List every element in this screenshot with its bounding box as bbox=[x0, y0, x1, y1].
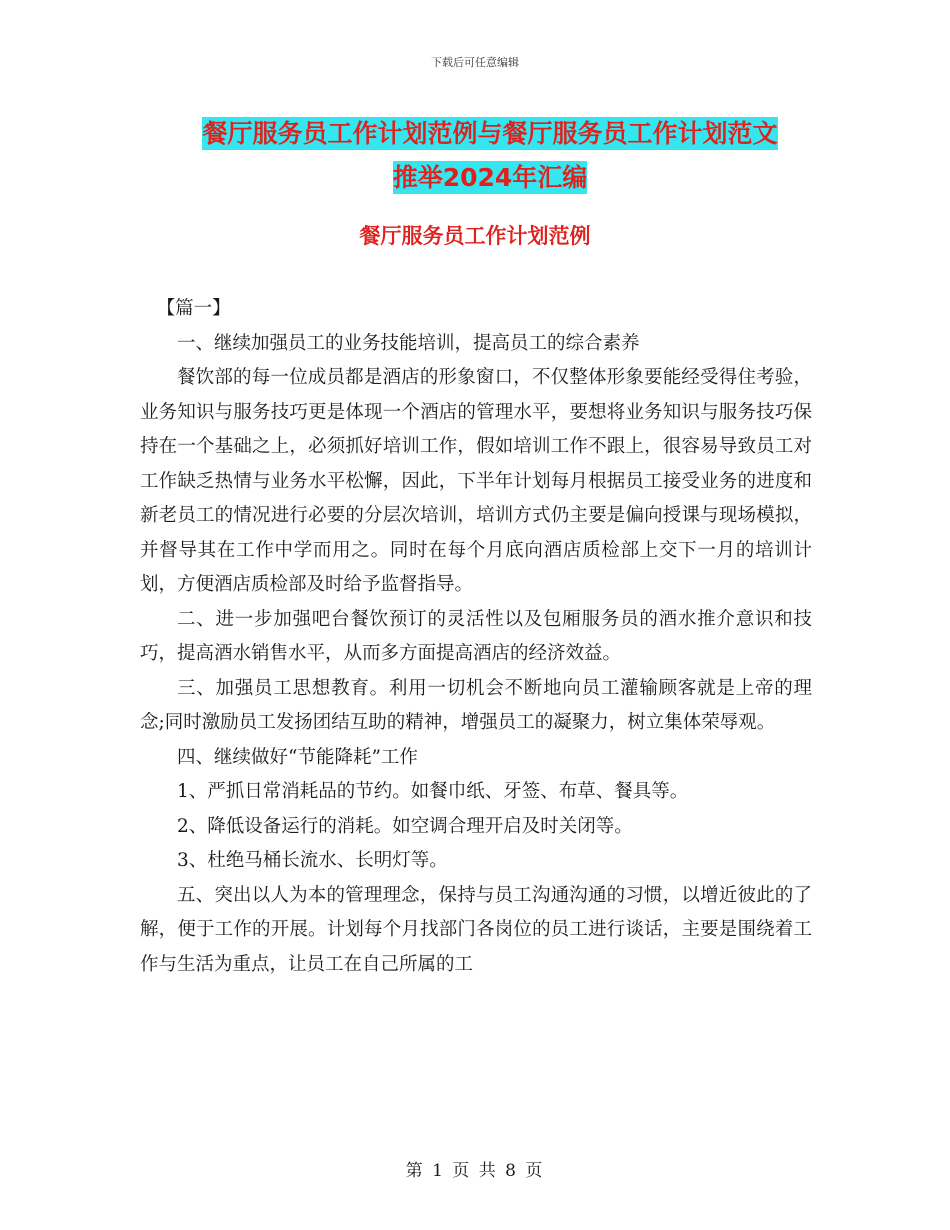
paragraph: 2、降低设备运行的消耗。如空调合理开启及时关闭等。 bbox=[177, 815, 633, 837]
page-header-note: 下载后可任意编辑 bbox=[431, 56, 519, 69]
section-title: 餐厅服务员工作计划范例 bbox=[359, 224, 591, 248]
paragraph: 二、进一步加强吧台餐饮预订的灵活性以及包厢服务员的酒水推介意识和技巧，提高酒水销售水平，从而多方面提高酒店的经济效益。 bbox=[140, 608, 812, 664]
paragraph: 一、继续加强员工的业务技能培训，提高员工的综合素养 bbox=[177, 332, 640, 354]
paragraph: 1、严抓日常消耗品的节约。如餐巾纸、牙签、布草、餐具等。 bbox=[177, 781, 689, 802]
document-title bbox=[140, 112, 840, 200]
page-footer: 第 1 页 共 8 页 bbox=[405, 1161, 545, 1181]
paragraph: 3、杜绝马桶长流水、长明灯等。 bbox=[177, 850, 448, 871]
paragraph: 五、突出以人为本的管理理念，保持与员工沟通沟通的习惯，以增近彼此的了解，便于工作的开展。计划每个月找部门各岗位的员工进行谈话，主要是围绕着工作与生活为重点，让员工在自己所属的工 bbox=[140, 884, 812, 975]
paragraph: 餐饮部的每一位成员都是酒店的形象窗口，不仅整体形象要能经受得住考验，业务知识与服务技巧更是体现一个酒店的管理水平，要想将业务知识与服务技巧保持在一个基础之上，必须抓好培训工作，假如培训工作不跟上，很容易导致员工对工作缺乏热情与业务水平松懈，因此，下半年计划每月根据员工接受业务的进度和新老员工的情况进行必要的分层次培训，培训方式仍主要是偏向授课与现场模拟，并督导其在工作中学而用之。同时在每个月底向酒店质检部上交下一月的培训计划，方便酒店质检部及时给予监督指导。 bbox=[140, 367, 812, 595]
paragraph: 三、加强员工思想教育。利用一切机会不断地向员工灌输顾客就是上帝的理念;同时激励员工发扬团结互助的精神，增强员工的凝聚力，树立集体荣辱观。 bbox=[140, 677, 812, 733]
title-line-1: 餐厅服务员工作计划范例与餐厅服务员工作计划范文 bbox=[202, 119, 778, 148]
paragraph-part-label: 【篇一】 bbox=[156, 298, 231, 319]
body-text bbox=[140, 292, 812, 982]
title-line-2: 推举2024年汇编 bbox=[392, 163, 588, 192]
paragraph: 四、继续做好“节能降耗”工作 bbox=[177, 746, 418, 768]
